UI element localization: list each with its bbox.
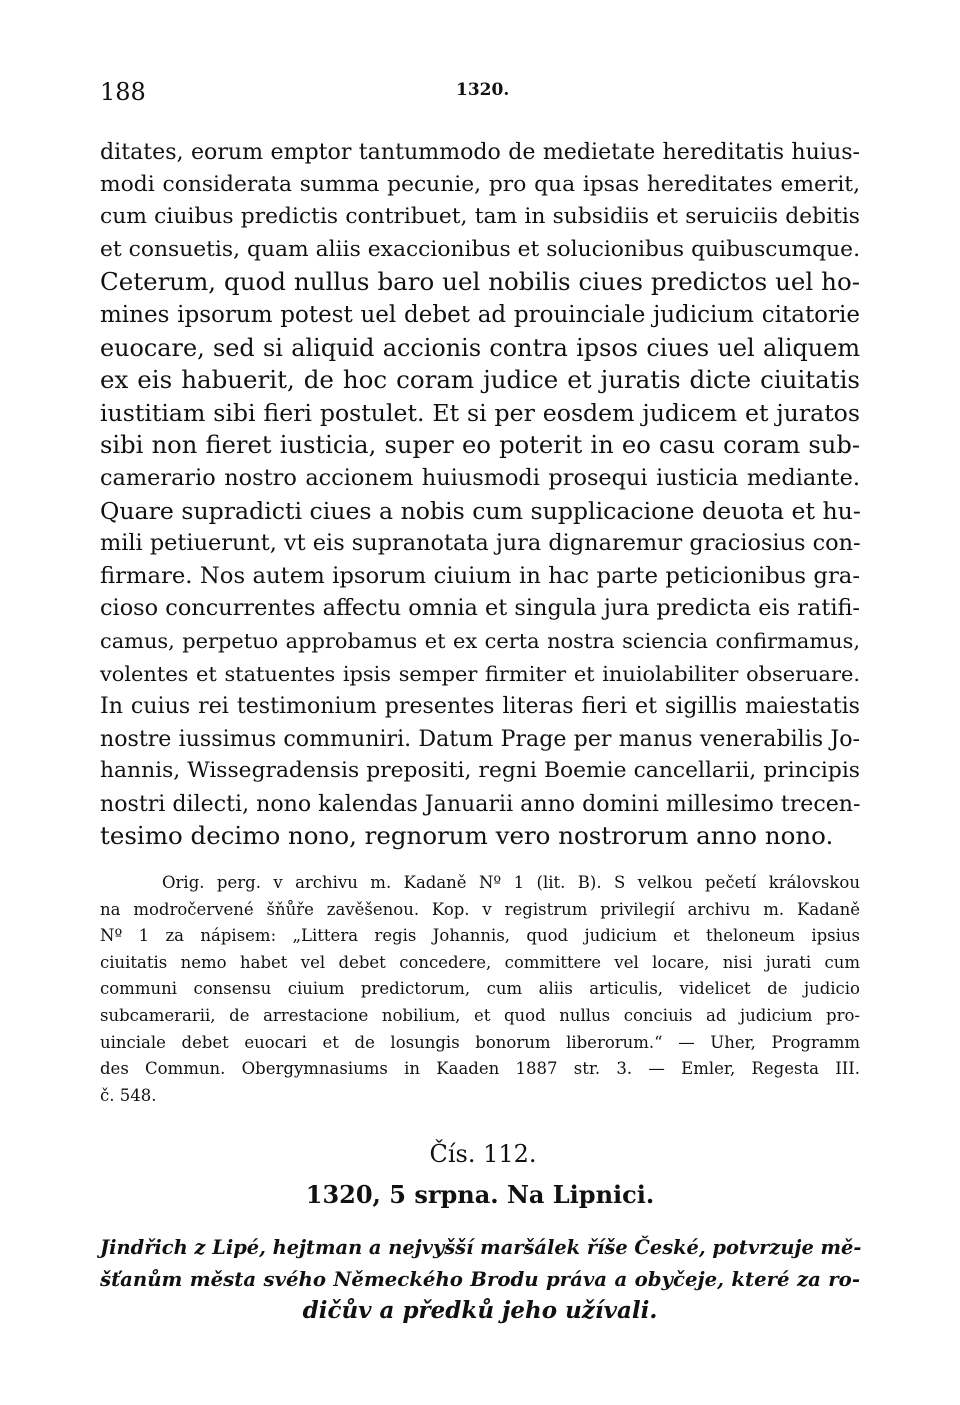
document-number: Čís. 112. — [429, 1140, 537, 1168]
text-line: In cuius rei testimonium presentes literas fieri et sigillis maiestatis — [100, 693, 860, 720]
text-line: mines ipsorum potest uel debet ad prouinciale judicium citatorie — [100, 301, 860, 328]
text-line: Ceterum, quod nullus baro uel nobilis ciues predictos uel ho- — [100, 267, 860, 297]
note-line: ciuitatis nemo habet vel debet concedere, committere vel locare, nisi jurati cum — [100, 952, 860, 972]
text-line: Quare supradicti ciues a nobis cum supplicacione deuota et hu- — [100, 496, 861, 525]
source-notes — [100, 870, 860, 1109]
note-line: Nº 1 za nápisem: „Littera regis Johannis, quod judicium et theloneum ipsius — [100, 926, 860, 946]
summary-line: šťanům města svého Německého Brodu práva a obyčeje, které za ro- — [100, 1267, 860, 1291]
note-line: des Commun. Obergymnasiums in Kaaden 1887 str. 3. — Emler, Regesta III. — [100, 1059, 860, 1079]
text-line: iustitiam sibi fieri postulet. Et si per eosdem judicem et juratos — [100, 398, 860, 427]
text-line: euocare, sed si aliquid accionis contra ipsos ciues uel aliquem — [100, 333, 860, 362]
text-line: camerario nostro accionem huiusmodi prosequi iusticia mediante. — [100, 464, 860, 491]
text-line: nostri dilecti, nono kalendas Januarii anno domini millesimo trecen- — [100, 790, 861, 817]
note-line: na modročervené šňůře zavěšenou. Kop. v registrum privilegií archivu m. Kadaně — [100, 899, 860, 919]
text-line: cioso concurrentes affectu omnia et singula jura predicta eis ratifi- — [100, 595, 860, 622]
text-line: tesimo decimo nono, regnorum vero nostrorum anno nono. — [100, 821, 834, 851]
text-line: mili petiuerunt, vt eis supranotata jura dignaremur graciosius con- — [100, 530, 861, 557]
text-line: sibi non fieret iusticia, super eo poterit in eo casu coram sub- — [100, 431, 860, 460]
note-line: subcamerarii, de arrestacione nobilium, et quod nullus conciuis ad judicium pro- — [100, 1005, 860, 1025]
summary-line: Jindřich z Lipé, hejtman a nejvyšší maršálek říše České, potvrzuje mě- — [100, 1236, 862, 1259]
text-line: volentes et statuentes ipsis semper firmiter et inuiolabiliter obseruare. — [100, 661, 860, 686]
running-head-year: 1320. — [456, 80, 510, 100]
note-line: communi consensu ciuium predictorum, cum aliis articulis, videlicet de judicio — [100, 979, 860, 999]
text-line: firmare. Nos autem ipsorum ciuium in hac parte peticionibus gra- — [100, 562, 860, 589]
note-line: Orig. perg. v archivu m. Kadaně Nº 1 (lit. B). S velkou pečetí královskou — [162, 873, 860, 892]
text-line: modi considerata summa pecunie, pro qua ipsas hereditates emerit, — [100, 171, 860, 197]
text-line: et consuetis, quam aliis exaccionibus et solucionibus quibuscumque. — [100, 236, 860, 262]
text-line: nostre iussimus communiri. Datum Prage per manus venerabilis Jo- — [100, 725, 860, 752]
document-summary — [100, 1232, 860, 1327]
text-line: camus, perpetuo approbamus et ex certa nostra sciencia confirmamus, — [100, 628, 860, 653]
text-line: ditates, eorum emptor tantummodo de medietate hereditatis huius- — [100, 139, 860, 165]
charter-text — [100, 136, 860, 853]
document-date-place: 1320, 5 srpna. Na Lipnici. — [305, 1180, 655, 1209]
note-line: č. 548. — [100, 1085, 157, 1105]
text-line: cum ciuibus predictis contribuet, tam in subsidiis et seruiciis debitis — [100, 204, 860, 230]
summary-line: dičův a předků jeho užívali. — [302, 1297, 658, 1324]
text-line: ex eis habuerit, de hoc coram judice et juratis dicte ciuitatis — [100, 365, 860, 395]
page-number: 188 — [100, 78, 146, 106]
note-line: uinciale debet euocari et de losungis bonorum liberorum.“ — Uher, Programm — [100, 1032, 860, 1052]
text-line: hannis, Wissegradensis prepositi, regni Boemie cancellarii, principis — [100, 758, 860, 784]
